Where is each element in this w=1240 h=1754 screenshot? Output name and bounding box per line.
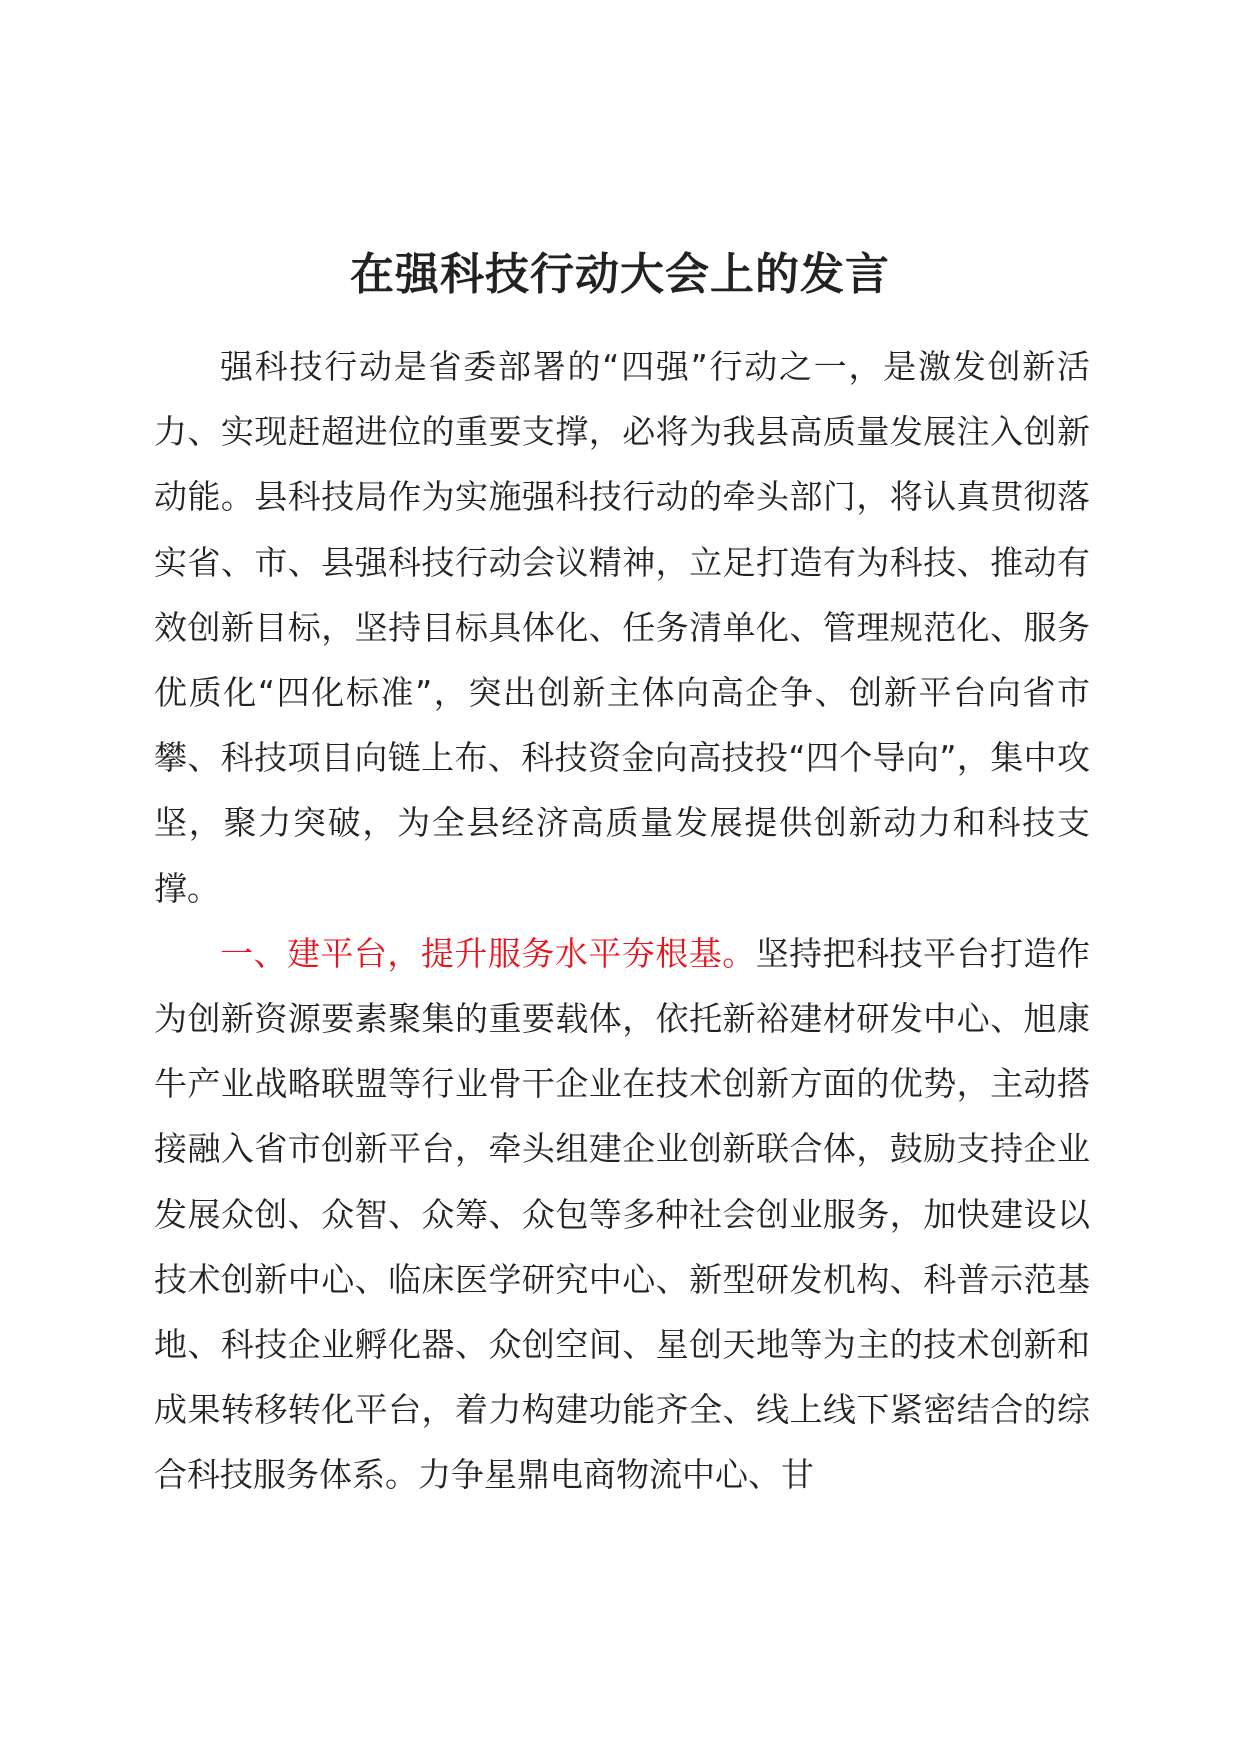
- section-1-text: 坚持把科技平台打造作为创新资源要素聚集的重要载体，依托新裕建材研发中心、旭康牛产业战略联盟等行业骨干企业在技术创新方面的优势，主动搭接融入省市创新平台，牵头组建企业创新联合体，鼓励支持企业发展众创、众智、众筹、众包等多种社会创业服务，加快建设以技术创新中心、临床医学研究中心、新型研发机构、科普示范基地、科技企业孵化器、众创空间、星创天地等为主的技术创新和成果转移转化平台，着力构建功能齐全、线上线下紧密结合的综合科技服务体系。力争星鼎电商物流中心、甘: [154, 933, 1091, 1495]
- paragraph-intro: [154, 334, 1090, 921]
- document-body: [154, 334, 1090, 1508]
- paragraph-intro-text: 强科技行动是省委部署的“四强”行动之一，是激发创新活力、实现赶超进位的重要支撑，必将为我县高质量发展注入创新动能。县科技局作为实施强科技行动的牵头部门，将认真贯彻落实省、市、县强科技行动会议精神，立足打造有为科技、推动有效创新目标，坚持目标具体化、任务清单化、管理规范化、服务优质化“四化标准”，突出创新主体向高企争、创新平台向省市攀、科技项目向链上布、科技资金向高技投“四个导向”，集中攻坚，聚力突破，为全县经济高质量发展提供创新动力和科技支撑。: [154, 347, 1090, 908]
- section-1-heading: 一、建平台，提升服务水平夯根基。: [220, 933, 756, 973]
- document-title: 在强科技行动大会上的发言: [350, 249, 890, 300]
- paragraph-section-1: [154, 921, 1090, 1508]
